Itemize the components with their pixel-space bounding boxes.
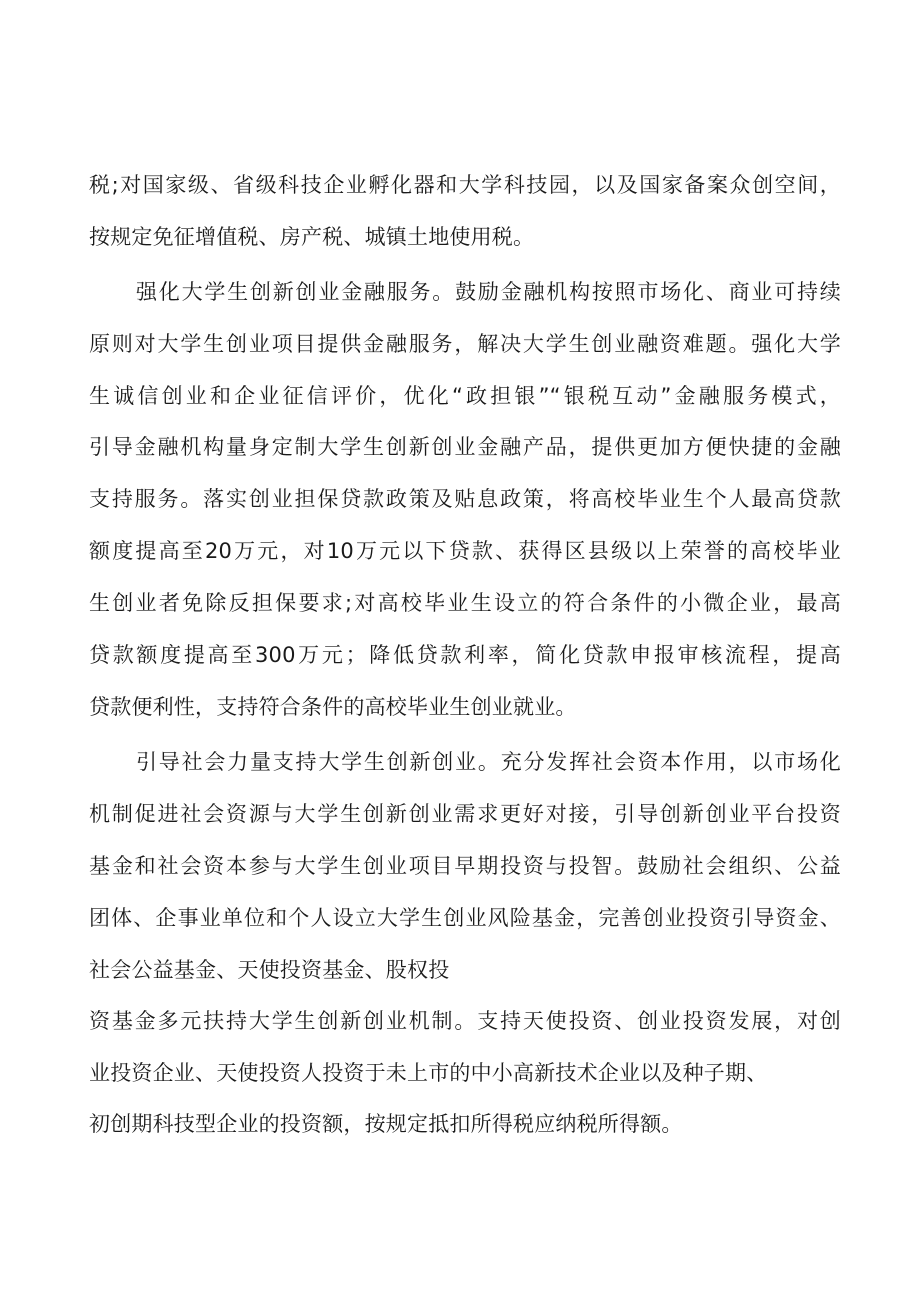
text-line: 支持服务。落实创业担保贷款政策及贴息政策，将高校毕业生个人最高贷款 xyxy=(89,487,841,511)
text-line: 强化大学生创新创业金融服务。鼓励金融机构按照市场化、商业可持续 xyxy=(136,280,841,304)
text-line: 业投资企业、天使投资人投资于未上市的中小高新技术企业以及种子期、 xyxy=(89,1061,768,1085)
text-line: 团体、企事业单位和个人设立大学生创业风险基金，完善创业投资引导资金、 xyxy=(89,906,841,930)
text-line: 基金和社会资本参与大学生创业项目早期投资与投智。鼓励社会组织、公益 xyxy=(89,854,841,878)
text-line: 额度提高至20万元，对10万元以下贷款、获得区县级以上荣誉的高校毕业 xyxy=(89,539,841,563)
text-line: 贷款便利性，支持符合条件的高校毕业生创业就业。 xyxy=(89,695,577,719)
text-line: 按规定免征增值税、房产税、城镇土地使用税。 xyxy=(89,225,535,249)
text-line: 社会公益基金、天使投资基金、股权投 xyxy=(89,958,450,982)
text-line: 生诚信创业和企业征信评价，优化“政担银”“银税互动”金融服务模式， xyxy=(89,384,841,408)
text-line: 原则对大学生创业项目提供金融服务，解决大学生创业融资难题。强化大学 xyxy=(89,332,841,356)
text-line: 税;对国家级、省级科技企业孵化器和大学科技园，以及国家备案众创空间， xyxy=(89,173,841,197)
text-line: 贷款额度提高至300万元；降低贷款利率，简化贷款申报审核流程，提高 xyxy=(89,643,841,667)
text-line: 机制促进社会资源与大学生创新创业需求更好对接，引导创新创业平台投资 xyxy=(89,802,841,826)
text-line: 引导社会力量支持大学生创新创业。充分发挥社会资本作用，以市场化 xyxy=(136,750,841,774)
text-line: 引导金融机构量身定制大学生创新创业金融产品，提供更加方便快捷的金融 xyxy=(89,435,841,459)
text-line: 资基金多元扶持大学生创新创业机制。支持天使投资、创业投资发展，对创 xyxy=(89,1009,841,1033)
text-line: 初创期科技型企业的投资额，按规定抵扣所得税应纳税所得额。 xyxy=(89,1112,683,1136)
text-line: 生创业者免除反担保要求;对高校毕业生设立的符合条件的小微企业，最高 xyxy=(89,591,841,615)
